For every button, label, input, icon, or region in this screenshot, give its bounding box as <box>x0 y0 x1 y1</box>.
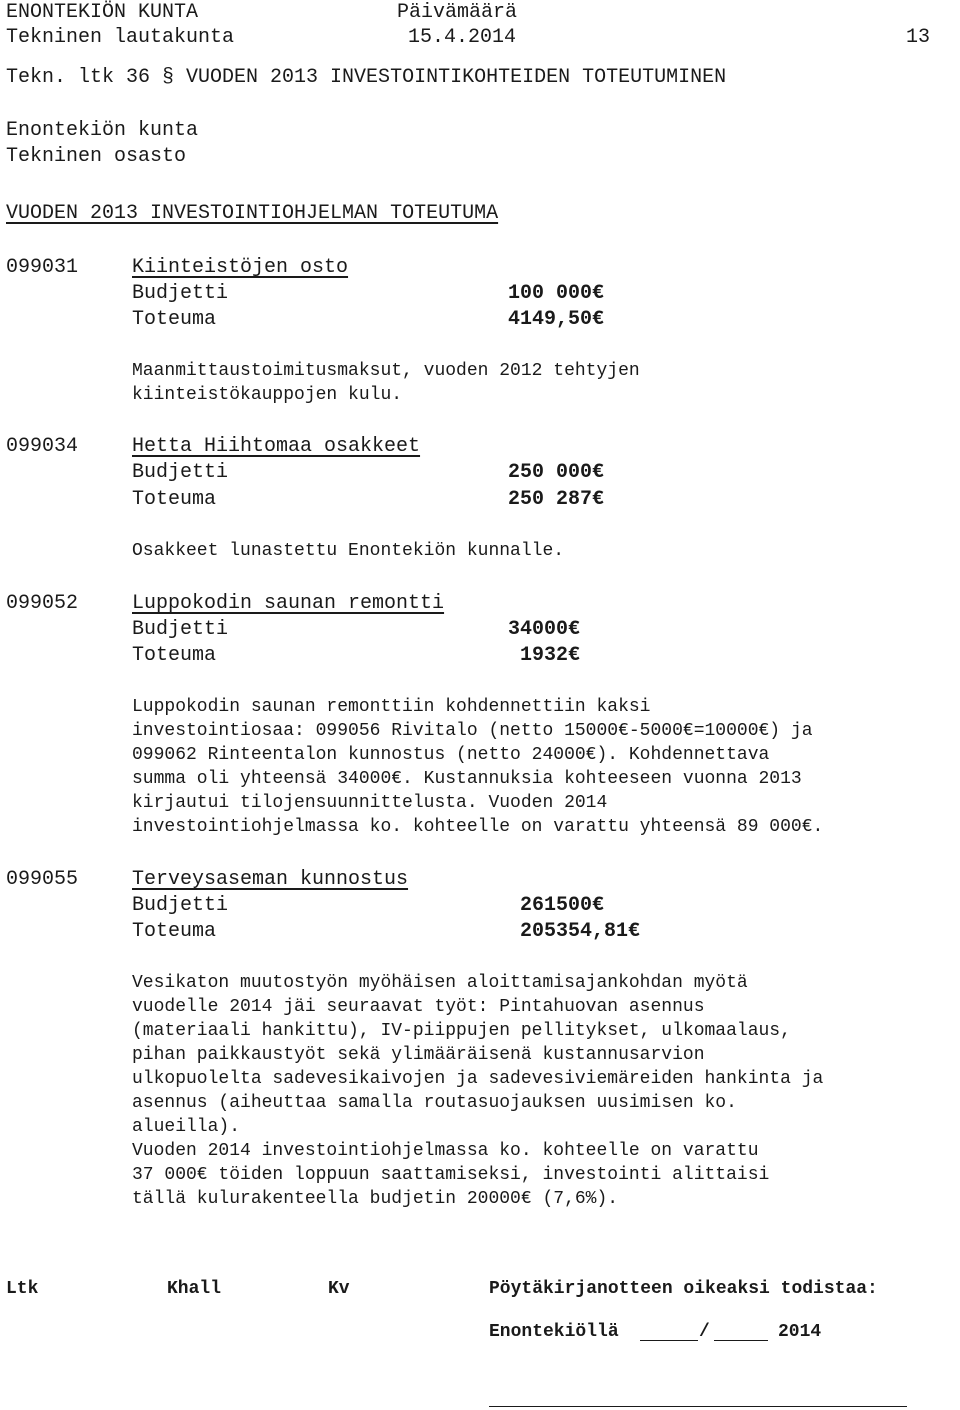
actual-label: Toteuma <box>132 488 217 511</box>
footer-khall: Khall <box>167 1279 222 1299</box>
budget-value: 34000€ <box>508 618 581 641</box>
header-date: 15.4.2014 <box>408 26 517 49</box>
org-line-2: Tekninen osasto <box>6 145 187 168</box>
actual-label: Toteuma <box>132 308 217 331</box>
note-line: Maanmittaustoimitusmaksut, vuoden 2012 tehtyjen <box>132 361 640 381</box>
item-code: 099052 <box>6 592 79 615</box>
budget-label: Budjetti <box>132 618 229 641</box>
footer-year: 2014 <box>778 1322 822 1342</box>
note-line: kirjautui tilojensuunnittelusta. Vuoden 2014 <box>132 793 608 813</box>
item-title: Terveysaseman kunnostus <box>132 868 409 891</box>
item-title: Hetta Hiihtomaa osakkeet <box>132 435 421 458</box>
note-line: kiinteistökauppojen kulu. <box>132 385 403 405</box>
item-title: Luppokodin saunan remontti <box>132 592 445 615</box>
actual-value: 4149,50€ <box>508 308 605 331</box>
note-line: Luppokodin saunan remonttiin kohdennettiin kaksi <box>132 697 651 717</box>
header-org: ENONTEKIÖN KUNTA <box>6 1 199 24</box>
actual-value: 205354,81€ <box>520 920 641 943</box>
item-code: 099031 <box>6 256 79 279</box>
note-line: ulkopuolelta sadevesikaivojen ja sadevesiviemäreiden hankinta ja <box>132 1069 824 1089</box>
budget-value: 261500€ <box>520 894 605 917</box>
budget-label: Budjetti <box>132 894 229 917</box>
note-line: summa oli yhteensä 34000€. Kustannuksia kohteeseen vuonna 2013 <box>132 769 802 789</box>
page-number: 13 <box>906 26 931 49</box>
note-line: Vuoden 2014 investointiohjelmassa ko. kohteelle on varattu <box>132 1141 759 1161</box>
note-line: Vesikaton muutostyön myöhäisen aloittamisajankohdan myötä <box>132 973 748 993</box>
note-line: 37 000€ töiden loppuun saattamiseksi, investointi alittaisi <box>132 1165 770 1185</box>
note-line: investointiosaa: 099056 Rivitalo (netto 15000€-5000€=10000€) ja <box>132 721 813 741</box>
note-line: Osakkeet lunastettu Enontekiön kunnalle. <box>132 541 565 561</box>
program-title: VUODEN 2013 INVESTOINTIOHJELMAN TOTEUTUMA <box>6 202 499 225</box>
footer-kv: Kv <box>328 1279 350 1299</box>
actual-label: Toteuma <box>132 644 217 667</box>
note-line: asennus (aiheuttaa samalla routasuojauksen uusimisen ko. <box>132 1093 737 1113</box>
footer-ltk: Ltk <box>6 1279 39 1299</box>
note-line: pihan paikkaustyöt sekä ylimääräisenä kustannusarvion <box>132 1045 705 1065</box>
footer-certify: Pöytäkirjanotteen oikeaksi todistaa: <box>489 1279 878 1299</box>
budget-label: Budjetti <box>132 461 229 484</box>
month-blank-line <box>714 1340 768 1341</box>
header-board: Tekninen lautakunta <box>6 26 235 49</box>
note-line: 099062 Rinteentalon kunnostus (netto 24000€). Kohdennettava <box>132 745 770 765</box>
day-blank-line <box>640 1340 698 1341</box>
actual-label: Toteuma <box>132 920 217 943</box>
note-line: vuodelle 2014 jäi seuraavat työt: Pintahuovan asennus <box>132 997 705 1017</box>
budget-value: 100 000€ <box>508 282 605 305</box>
item-code: 099055 <box>6 868 79 891</box>
actual-value: 250 287€ <box>508 488 605 511</box>
note-line: tällä kulurakenteella budjetin 20000€ (7,6%). <box>132 1189 619 1209</box>
org-line-1: Enontekiön kunta <box>6 119 199 142</box>
note-line: investointiohjelmassa ko. kohteelle on varattu yhteensä 89 000€. <box>132 817 824 837</box>
note-line: (materiaali hankittu), IV-piippujen pellitykset, ulkomaalaus, <box>132 1021 791 1041</box>
header-date-label: Päivämäärä <box>397 1 518 24</box>
item-code: 099034 <box>6 435 79 458</box>
note-line: alueilla). <box>132 1117 241 1137</box>
actual-value: 1932€ <box>520 644 581 667</box>
footer-slash: / <box>699 1322 710 1342</box>
budget-label: Budjetti <box>132 282 229 305</box>
item-title: Kiinteistöjen osto <box>132 256 349 279</box>
signature-line <box>489 1406 907 1407</box>
budget-value: 250 000€ <box>508 461 605 484</box>
footer-place: Enontekiöllä <box>489 1322 619 1342</box>
section-title: Tekn. ltk 36 § VUODEN 2013 INVESTOINTIKOHTEIDEN TOTEUTUMINEN <box>6 66 727 89</box>
